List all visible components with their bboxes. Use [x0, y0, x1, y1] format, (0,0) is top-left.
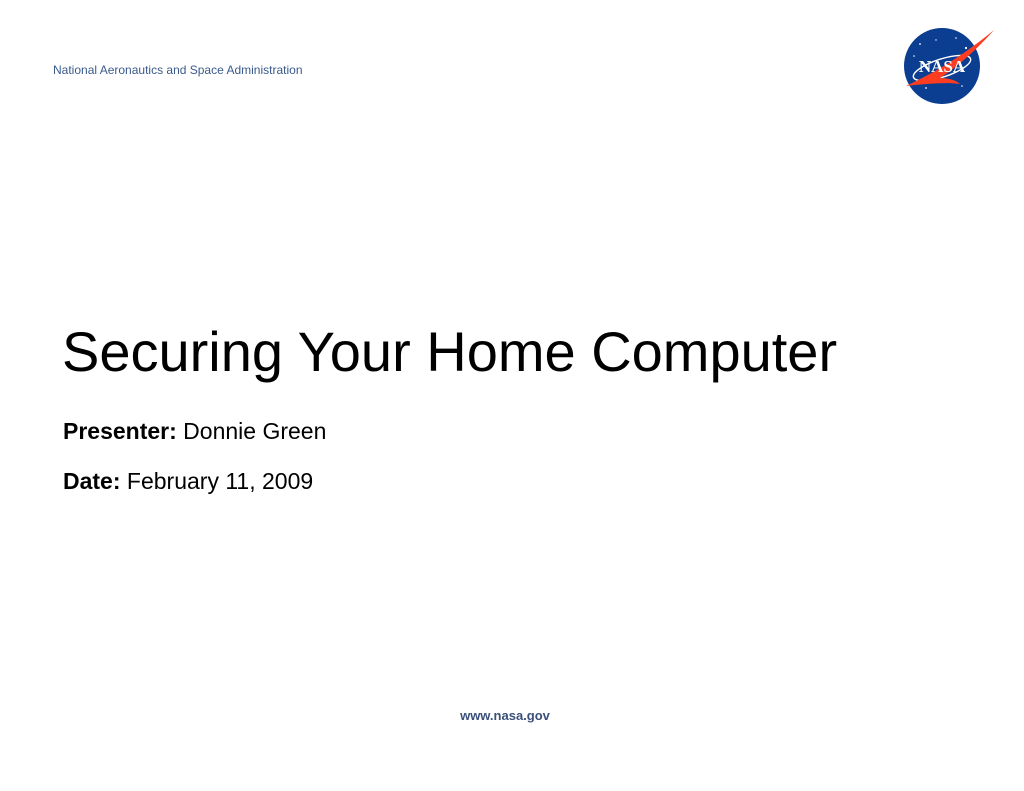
footer-url: www.nasa.gov: [460, 708, 550, 723]
agency-name: National Aeronautics and Space Administration: [53, 63, 303, 77]
nasa-meatball-icon: [896, 26, 996, 108]
date-value: February 11, 2009: [126, 468, 314, 494]
date-line: [63, 468, 313, 495]
presenter-label: Presenter:: [63, 418, 184, 444]
date-label: Date:: [63, 468, 127, 494]
logo-text: NASA: [918, 57, 966, 76]
presenter-line: [63, 418, 326, 445]
presenter-value: Donnie Green: [183, 418, 327, 444]
slide-title: Securing Your Home Computer: [62, 320, 838, 383]
